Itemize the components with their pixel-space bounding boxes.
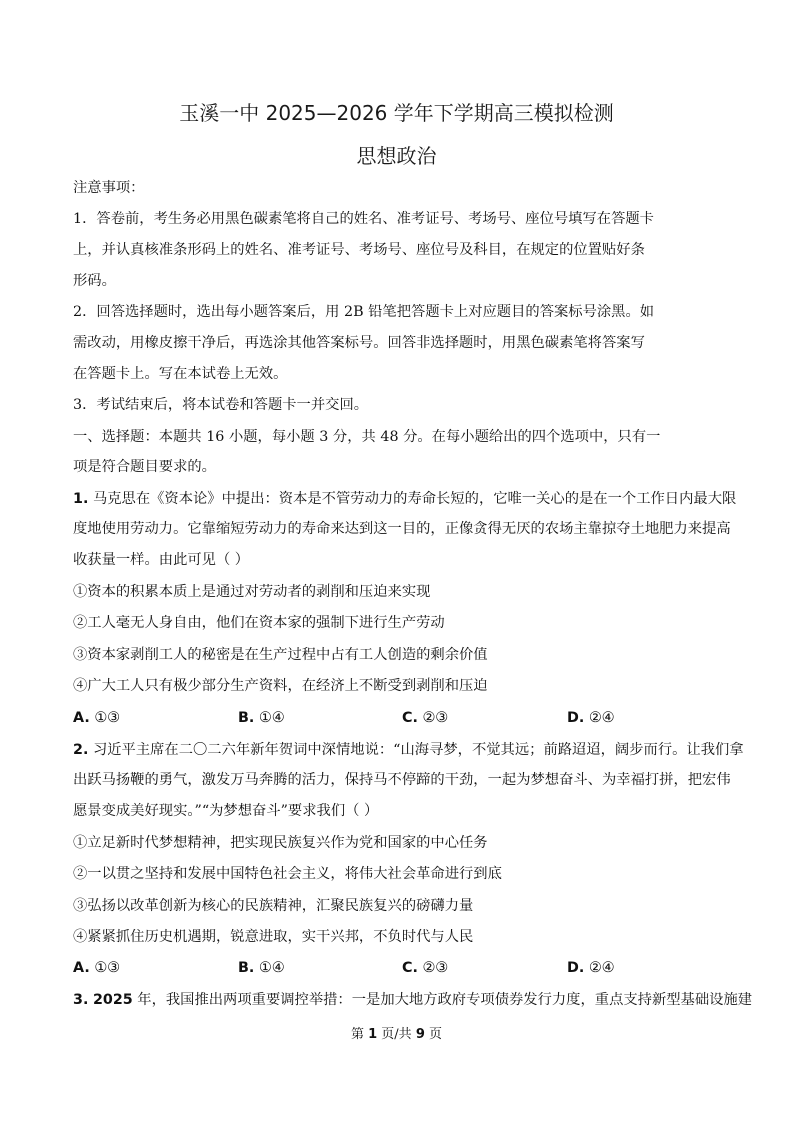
question-3-number: 3. (73, 992, 89, 1008)
question-1-option-d (567, 708, 615, 728)
question-1-statement-3: ③资本家剥削工人的秘密是在生产过程中占有工人创造的剩余价值 (73, 647, 488, 663)
question-1-statement-2: ②工人毫无人身自由，他们在资本家的强制下进行生产劳动 (73, 615, 445, 631)
section-heading-line-2: 项是符合题目要求的。 (73, 459, 216, 475)
question-3-text: 年，我国推出两项重要调控举措：一是加大地方政府专项债券发行力度，重点支持新型基础设施建 (137, 992, 753, 1008)
footer-middle: 页/共 (381, 1027, 412, 1042)
question-2-text: 习近平主席在二〇二六年新年贺词中深情地说：“山海寻梦，不觉其远；前路迢迢，阔步而行。让我们拿 (92, 742, 744, 758)
question-2-option-b (238, 958, 285, 978)
question-1-stem-line-3: 收获量一样。由此可见（ ） (73, 552, 250, 568)
question-2-option-d (567, 958, 615, 978)
question-1-option-a (73, 708, 120, 728)
option-text: ②③ (422, 710, 449, 726)
notice-item-1-line-2: 上，并认真核准条形码上的姓名、准考证号、考场号、座位号及科目，在规定的位置贴好条 (73, 242, 645, 258)
question-2-number: 2. (73, 742, 89, 758)
section-heading-line-1: 一、选择题：本题共 16 小题，每小题 3 分，共 48 分。在每小题给出的四个选项中，只有一 (73, 429, 661, 445)
question-2-statement-2: ②一以贯之坚持和发展中国特色社会主义，将伟大社会革命进行到底 (73, 866, 502, 882)
option-text: ①④ (258, 960, 285, 976)
question-1-option-c (402, 708, 448, 728)
option-letter: A. (73, 960, 90, 976)
question-2-stem-line-3: 愿景变成美好现实。”“为梦想奋斗”要求我们（ ） (73, 803, 379, 819)
option-text: ②④ (588, 710, 615, 726)
option-letter: D. (567, 710, 585, 726)
option-text: ①③ (94, 960, 120, 976)
exam-title: 玉溪一中 2025—2026 学年下学期高三模拟检测 (179, 101, 614, 125)
option-letter: B. (238, 960, 255, 976)
option-letter: B. (238, 710, 255, 726)
notice-item-2-line-2: 需改动，用橡皮擦干净后，再选涂其他答案标号。回答非选择题时，用黑色碳素笔将答案写 (73, 335, 645, 351)
notice-heading: 注意事项： (73, 180, 145, 196)
question-2-statement-1: ①立足新时代梦想精神，把实现民族复兴作为党和国家的中心任务 (73, 835, 488, 851)
notice-item-2-line-3: 在答题卡上。写在本试卷上无效。 (73, 366, 288, 382)
footer-page-number: 1 (368, 1027, 378, 1042)
exam-subject: 思想政治 (356, 144, 437, 168)
option-letter: C. (402, 710, 418, 726)
option-text: ①③ (94, 710, 120, 726)
footer-prefix: 第 (350, 1027, 364, 1042)
question-3-year: 2025 (92, 992, 133, 1008)
footer-suffix: 页 (429, 1027, 443, 1042)
question-1-statement-1: ①资本的积累本质上是通过对劳动者的剥削和压迫来实现 (73, 584, 431, 600)
question-1-statement-4: ④广大工人只有极少部分生产资料，在经济上不断受到剥削和压迫 (73, 678, 488, 694)
notice-item-2-line-1: 2．回答选择题时，选出每小题答案后，用 2B 铅笔把答题卡上对应题目的答案标号涂黑。如 (73, 304, 655, 320)
notice-item-1-line-3: 形码。 (73, 273, 116, 289)
question-3-stem-line-1 (73, 990, 753, 1010)
option-text: ①④ (258, 710, 285, 726)
question-2-stem-line-1 (73, 740, 744, 760)
question-1-stem-line-1 (73, 489, 737, 509)
option-text: ②④ (588, 960, 615, 976)
question-2-statement-3: ③弘扬以改革创新为核心的民族精神，汇聚民族复兴的磅礴力量 (73, 898, 474, 914)
question-1-text: 马克思在《资本论》中提出：资本是不管劳动力的寿命长短的，它唯一关心的是在一个工作日内最大限 (92, 491, 737, 507)
question-1-option-b (238, 708, 285, 728)
option-letter: A. (73, 710, 90, 726)
question-2-option-a (73, 958, 120, 978)
option-letter: C. (402, 960, 418, 976)
question-1-number: 1. (73, 491, 89, 507)
notice-item-3: 3．考试结束后，将本试卷和答题卡一并交回。 (73, 397, 369, 413)
page-footer (0, 1023, 793, 1042)
option-letter: D. (567, 960, 585, 976)
footer-total-pages: 9 (415, 1027, 425, 1042)
question-2-option-c (402, 958, 448, 978)
question-2-statement-4: ④紧紧抓住历史机遇期，锐意进取，实干兴邦，不负时代与人民 (73, 929, 474, 945)
question-1-stem-line-2: 度地使用劳动力。它靠缩短劳动力的寿命来达到这一目的，正像贪得无厌的农场主靠掠夺土地肥力来提高 (73, 521, 731, 537)
notice-item-1-line-1: 1．答卷前，考生务必用黑色碳素笔将自己的姓名、准考证号、考场号、座位号填写在答题卡 (73, 211, 654, 227)
question-2-stem-line-2: 出跃马扬鞭的勇气，激发万马奔腾的活力，保持马不停蹄的干劲，一起为梦想奋斗、为幸福打拼，把宏伟 (73, 772, 731, 788)
option-text: ②③ (422, 960, 449, 976)
